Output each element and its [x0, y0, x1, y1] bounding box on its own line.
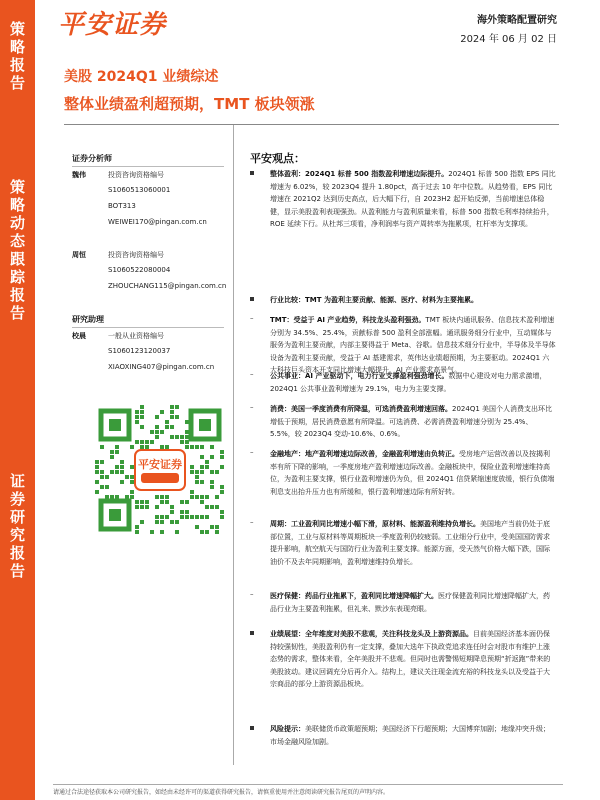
- viewpoint-heading: 平安观点：: [250, 152, 305, 165]
- viewpoint-body: 目前美国经济基本面仍保持较强韧性，美股盈利仍有一定支撑，叠加大选年下执政党追求连任时会对股市有维护上涨态势的需求，整体来看，全年美股并不悲观。但同时也需警惕短期降息预期“折返跑”带来的美股波动。建议回调充分后再介入。结构上，建议关注现金流充裕的科技龙头以及受益于大宗商品的部分上游资源品板块。: [270, 630, 551, 688]
- sidebar-char: 策: [9, 20, 25, 38]
- dash-marker: –: [250, 314, 254, 322]
- viewpoint-bullet: [250, 294, 550, 308]
- viewpoint-text: [270, 628, 556, 691]
- assistant-cert-number: S1060123120037: [108, 347, 171, 355]
- viewpoint-subitem: [250, 518, 550, 582]
- sidebar-char: 报: [9, 544, 25, 562]
- viewpoint-body: TMT 板块内通讯服务、信息技术盈利增速分别为 34.5%、25.4%，贡献标普 500 盈利全部涨幅。通讯服务细分行业中，互动媒体与服务为盈利主要贡献，内部主要得益于 Meta、谷歌。信息技术细分行业中，半导体及半导体设备为盈利主要贡献，受益于 AI 基建需求，英伟达业绩超预期，为主要驱动。2024Q1 六大科技巨头资本开支同比增速大幅提升，AI 产业需求高景气。: [270, 316, 556, 374]
- report-subtitle: 整体业绩盈利超预期，TMT 板块领涨: [64, 95, 315, 113]
- viewpoint-subitem: [250, 314, 556, 374]
- analyst-code: BOT313: [108, 202, 136, 210]
- dash-marker: –: [250, 403, 254, 411]
- viewpoint-title: 风险提示：: [270, 725, 305, 733]
- viewpoint-bullet: [250, 723, 550, 751]
- dash-marker: –: [250, 518, 254, 526]
- footer-divider: [53, 784, 563, 785]
- brand-sidebar: [0, 0, 35, 800]
- viewpoint-title: TMT：受益于 AI 产业趋势，科技龙头盈利强劲。: [270, 316, 426, 324]
- viewpoint-body: 数据中心建设对电力需求激增，2024Q1 公共事业盈利增速为 29.1%，电力为主要支撑。: [270, 372, 547, 393]
- bullet-marker: [250, 297, 254, 301]
- viewpoint-title: 整体盈利：2024Q1 标普 500 指数盈利增速边际提升。: [270, 170, 449, 178]
- viewpoint-body: 美联储货币政策超预期；美国经济下行超预期；大国博弈加剧；地缘冲突升级；市场金融风险加剧。: [270, 725, 550, 746]
- viewpoint-body: 医疗保健盈利同比增速降幅扩大，药品行业为主要盈利拖累，但礼来、默沙东表现亮眼。: [270, 592, 550, 613]
- bullet-marker: [250, 631, 254, 635]
- assistant-name: 校晨: [72, 332, 86, 340]
- analyst-name: 周恒: [72, 251, 86, 259]
- sidebar-char: 报: [9, 56, 25, 74]
- sidebar-char: 券: [9, 490, 25, 508]
- sidebar-char: 略: [9, 196, 25, 214]
- viewpoint-title: 医疗保健：药品行业拖累下，盈利同比增速降幅扩大。: [270, 592, 438, 600]
- report-title: 美股 2024Q1 业绩综述: [64, 69, 219, 85]
- assistant-cert-label: 一般从业资格编号: [108, 332, 164, 340]
- qr-code: [95, 405, 225, 535]
- sidebar-char: 证: [9, 472, 25, 490]
- sidebar-label-securities-research: [0, 472, 35, 580]
- viewpoint-body: 美国地产当前仍处于底部位置，工业与原材料等周期板块一季度盈利仍较疲弱。工业细分行业中，受美国国防需求提升影响，航空航天与国防行业为盈利主要支撑。能源方面，受天然气价格大幅下跌，国际油价不及去年同期影响，盈利增速维持负增长。: [270, 520, 550, 566]
- dash-marker: –: [250, 448, 254, 456]
- viewpoint-text: [270, 403, 556, 441]
- analyst-name: 魏伟: [72, 171, 86, 179]
- analyst-cert-number: S1060513060001: [108, 186, 171, 194]
- sidebar-char: 究: [9, 526, 25, 544]
- sidebar-char: 告: [9, 562, 25, 580]
- bullet-marker: [250, 171, 254, 175]
- sidebar-char: 报: [9, 286, 25, 304]
- viewpoint-text: [270, 370, 556, 395]
- viewpoint-subitem: [250, 590, 550, 620]
- analysts-heading: 证券分析师: [72, 154, 112, 163]
- viewpoint-bullet: [250, 168, 556, 288]
- sidebar-char: 跟: [9, 250, 25, 268]
- dash-marker: –: [250, 370, 254, 378]
- viewpoint-body: 受房地产运营改善以及按揭利率有所下降的影响，一季度房地产盈利增速边际改善。金融板块中，保险业盈利增速维持高位，为盈利主要支撑，银行业盈利增速仍为负，但 2024Q1 信贷紧缩速度放缓，银行负债端利息支出抬升压力也有所缓和，银行盈利增速边际有所好转。: [270, 450, 555, 496]
- footer-disclaimer: 请通过合法途径获取本公司研究报告，如经由未经许可的渠道获得研究报告，请慎重使用并注意阅读研究报告尾页的声明内容。: [53, 789, 390, 796]
- assistants-heading: 研究助理: [72, 315, 104, 324]
- viewpoint-body: 2024Q1 标普 500 指数 EPS 同比增速为 6.02%，较 2023Q4 提升 1.80pct，高于过去 10 年中位数。从趋势看，EPS 同比增速在 2021Q2 达到历史高点，后大幅下行，自 2023H2 起开始反弹，当前增速总体稳健，显示美股盈利表现强劲。从盈利能力与盈利质量来看，标普 500 指数毛利率持续抬升，ROE 延续下行。从杜邦三项看，净利润率与资产周转率为拖累项，杠杆率为支撑项。: [270, 170, 556, 228]
- report-type: 海外策略配置研究: [477, 15, 557, 26]
- analyst-email[interactable]: WEIWEI170@pingan.com.cn: [108, 218, 207, 226]
- viewpoint-subitem: [250, 403, 553, 443]
- sidebar-char: 研: [9, 508, 25, 526]
- viewpoint-text: [270, 314, 556, 377]
- viewpoint-body: 2024Q1 美国个人消费支出环比增低于预期，居民消费意愿有所降温。可选消费、必需消费盈利增速分别为 25.4%、5.5%，较 2023Q4 变动-10.6%、0.6%。: [270, 405, 553, 438]
- viewpoint-subitem: [250, 448, 555, 512]
- sidebar-char: 策: [9, 178, 25, 196]
- bullet-marker: [250, 726, 254, 730]
- assistant-email[interactable]: XIAOXING407@pingan.com.cn: [108, 363, 215, 371]
- sidebar-char: 告: [9, 74, 25, 92]
- assistants-heading-rule: [72, 327, 224, 328]
- report-date: 2024 年 06 月 02 日: [460, 34, 557, 45]
- sidebar-label-strategy-report: [0, 20, 35, 92]
- viewpoint-title: 公共事业：AI 产业驱动下，电力行业支撑盈利强劲增长。: [270, 372, 449, 380]
- viewpoint-text: [270, 448, 556, 498]
- analysts-heading-rule: [72, 166, 224, 167]
- analyst-cert-label: 投资咨询资格编号: [108, 251, 164, 259]
- viewpoint-text: [270, 590, 556, 615]
- dash-marker: –: [250, 590, 254, 598]
- sidebar-char: 动: [9, 214, 25, 232]
- viewpoint-bullet: [250, 628, 550, 708]
- viewpoint-subitem: [250, 370, 550, 398]
- company-logo: 平安证券: [58, 10, 167, 40]
- viewpoint-text: [270, 294, 556, 307]
- viewpoint-title: 周期：工业盈利同比增速小幅下滑，原材料、能源盈利维持负增长。: [270, 520, 480, 528]
- sidebar-char: 略: [9, 38, 25, 56]
- viewpoint-text: [270, 723, 556, 748]
- analyst-cert-number: S1060522080004: [108, 266, 171, 274]
- sidebar-label-strategy-tracking: [0, 178, 35, 322]
- sidebar-char: 踪: [9, 268, 25, 286]
- analyst-email[interactable]: ZHOUCHANG115@pingan.com.cn: [108, 282, 227, 290]
- viewpoint-title: 行业比较：TMT 为盈利主要贡献、能源、医疗、材料为主要拖累。: [270, 296, 478, 304]
- sidebar-char: 态: [9, 232, 25, 250]
- qr-logo-text: 平安证券: [138, 458, 182, 471]
- viewpoint-text: [270, 518, 556, 568]
- viewpoint-title: 消费：美国一季度消费有所降温，可选消费盈利增速回落。: [270, 405, 452, 413]
- analyst-cert-label: 投资咨询资格编号: [108, 171, 164, 179]
- sidebar-char: 告: [9, 304, 25, 322]
- viewpoint-text: [270, 168, 556, 231]
- viewpoint-title: 业绩展望：全年维度对美股不悲观，关注科技龙头及上游资源品。: [270, 630, 473, 638]
- viewpoint-title: 金融地产：地产盈利增速边际改善，金融盈利增速由负转正。: [270, 450, 459, 458]
